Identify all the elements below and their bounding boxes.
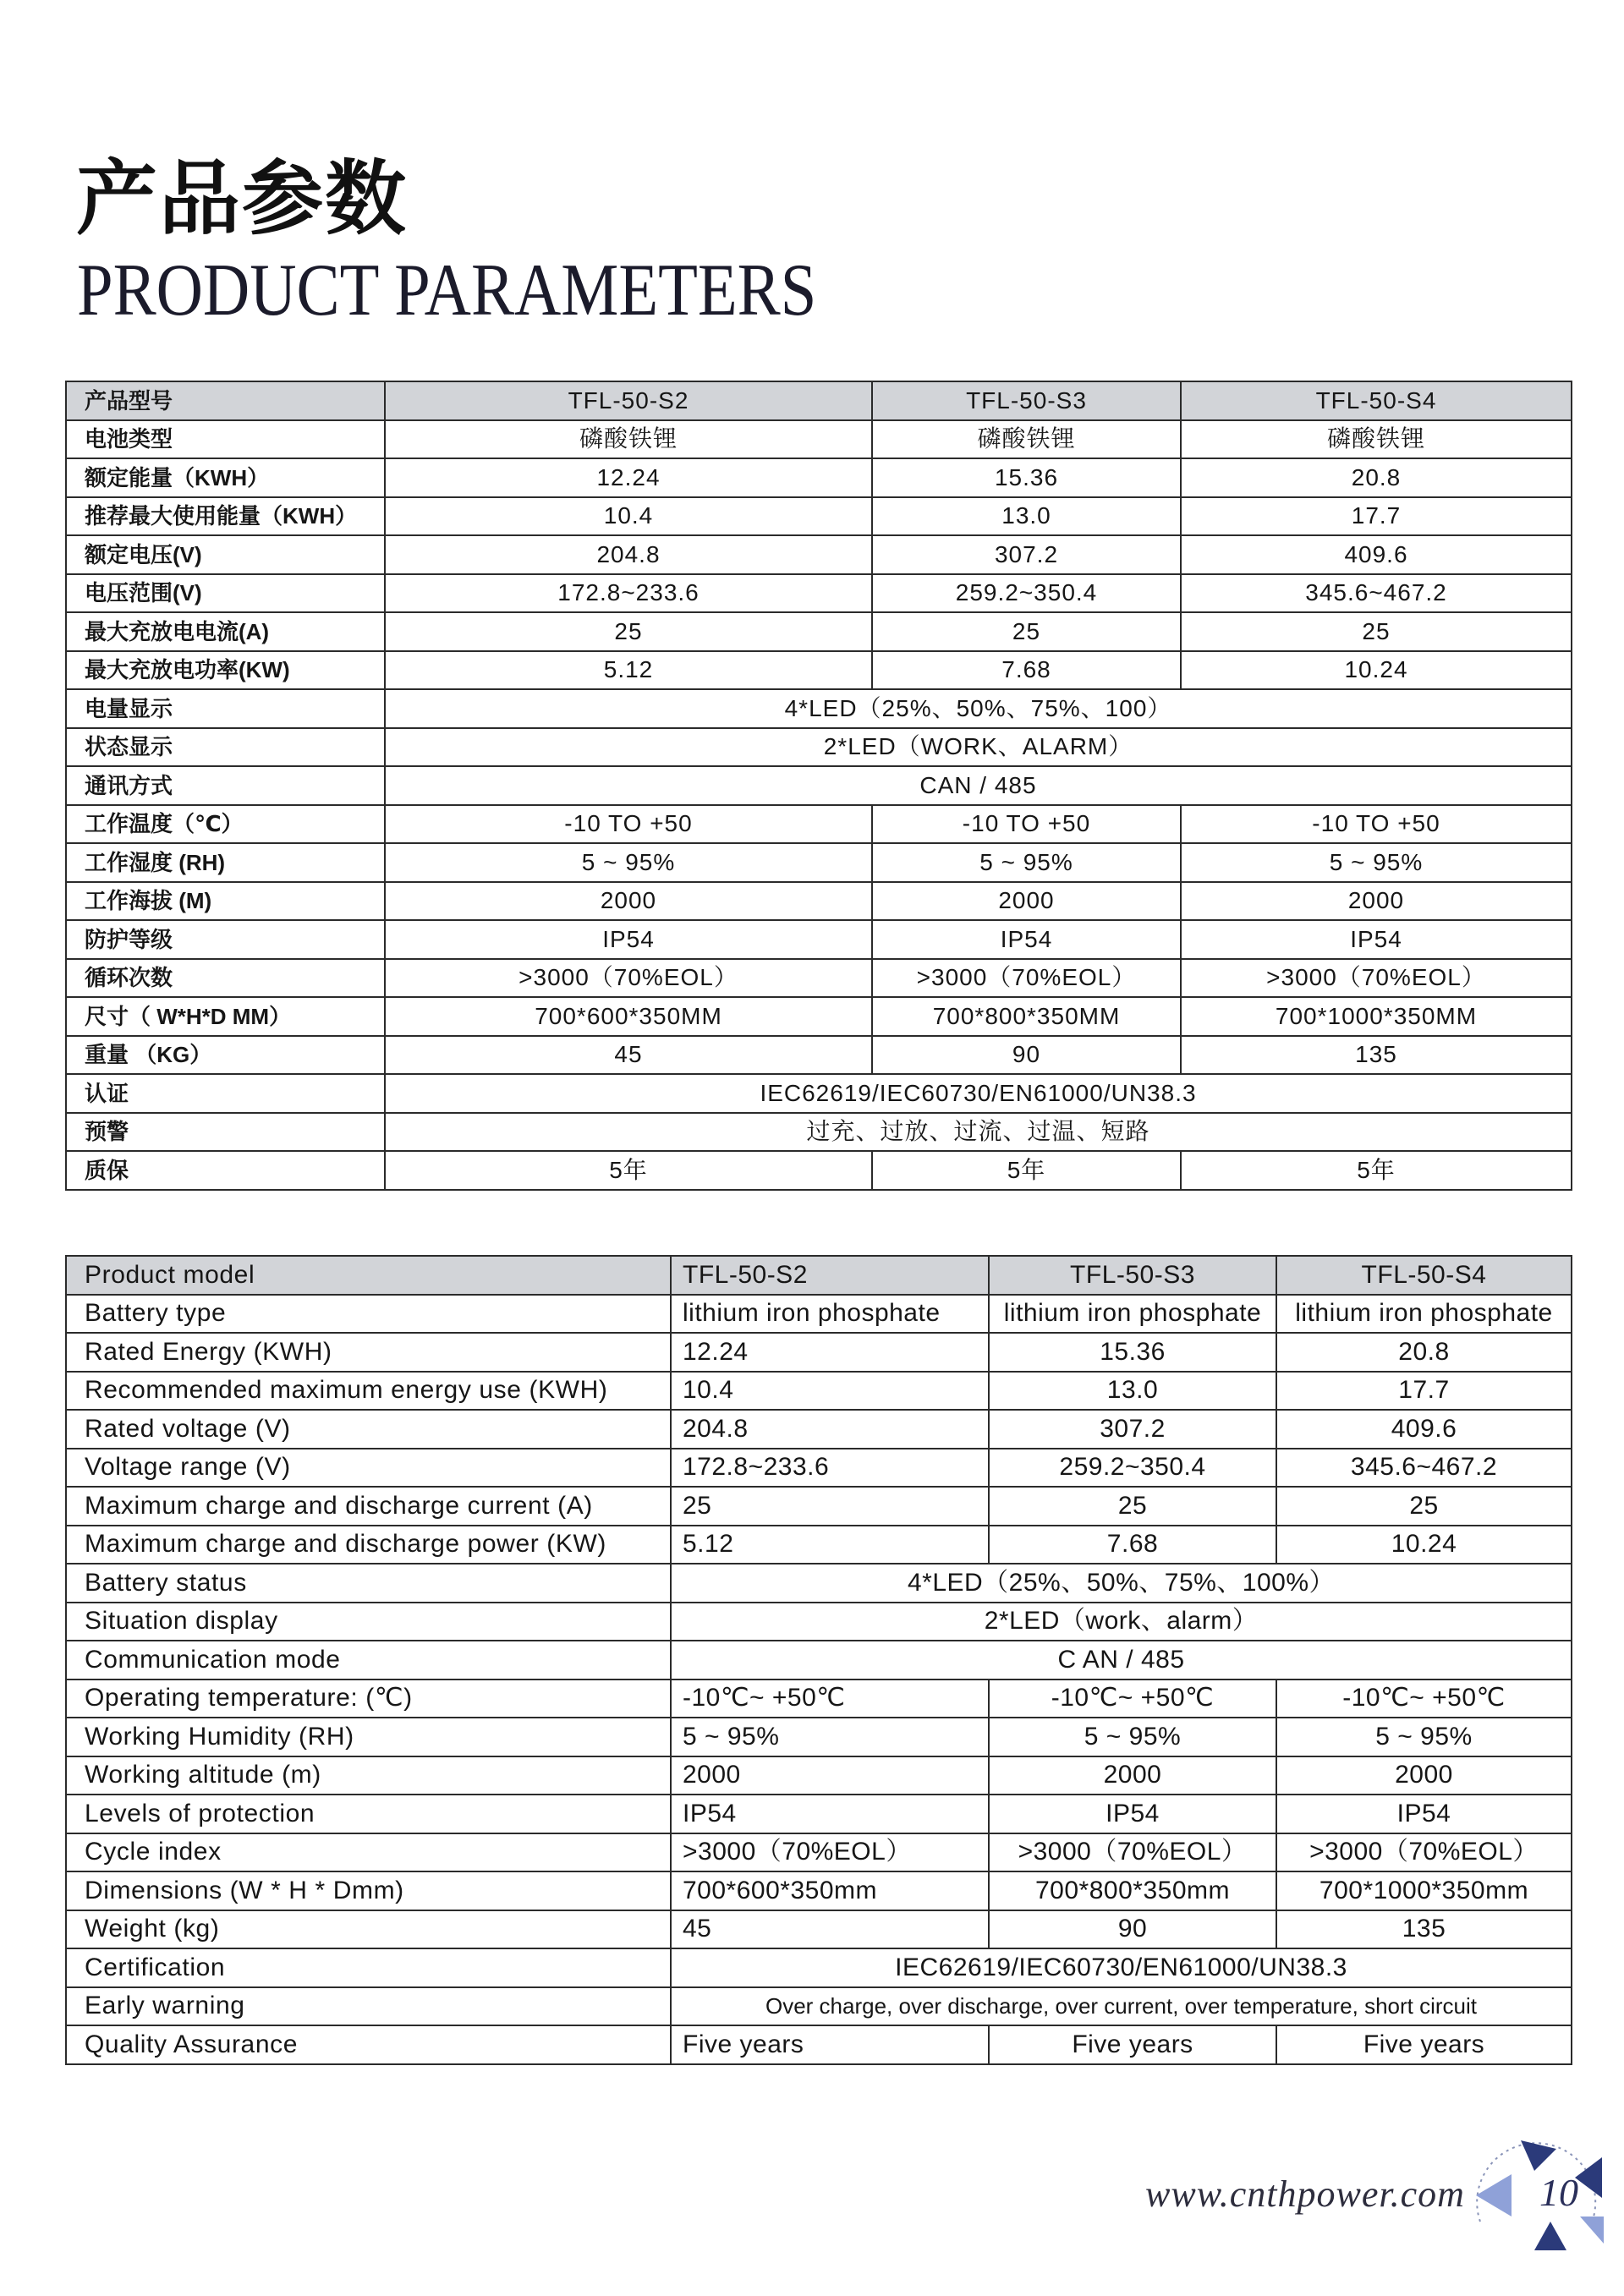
value-cell: 25 [385,612,872,651]
value-cell: -10℃~ +50℃ [989,1680,1276,1718]
value-cell: 15.36 [872,458,1181,497]
value-cell: 7.68 [989,1526,1276,1564]
row-label-cell: Certification [66,1948,671,1987]
value-cell: lithium iron phosphate [671,1295,989,1334]
value-cell: 17.7 [1276,1372,1572,1411]
value-cell: lithium iron phosphate [1276,1295,1572,1334]
table-row [66,612,1572,651]
value-cell: 5年 [872,1151,1181,1190]
row-label-cell: 额定能量（KWH） [66,458,385,497]
merged-value-cell: 4*LED（25%、50%、75%、100%） [671,1564,1572,1603]
merged-value-cell: 2*LED（work、alarm） [671,1603,1572,1641]
value-cell: 204.8 [671,1410,989,1449]
value-cell: 5 ~ 95% [989,1718,1276,1756]
value-cell: 345.6~467.2 [1276,1449,1572,1488]
value-cell: 307.2 [989,1410,1276,1449]
row-label-cell: 最大充放电电流(A) [66,612,385,651]
table-row [66,1910,1572,1949]
value-cell: -10℃~ +50℃ [671,1680,989,1718]
table-row [66,1410,1572,1449]
table-row [66,1680,1572,1718]
row-label-cell: Cycle index [66,1833,671,1872]
table-row [66,1333,1572,1372]
parameters-table-chinese [65,381,1572,1191]
value-cell: 20.8 [1181,458,1572,497]
value-cell: 5年 [385,1151,872,1190]
row-label-cell: Working altitude (m) [66,1756,671,1795]
table-row [66,1113,1572,1152]
table-row [66,920,1572,959]
table-row [66,997,1572,1036]
table-row [66,805,1572,844]
value-cell: 2000 [1181,882,1572,921]
merged-value-cell: C AN / 485 [671,1641,1572,1680]
row-label-cell: 尺寸（ W*H*D MM） [66,997,385,1036]
value-cell: 259.2~350.4 [989,1449,1276,1488]
triangle-right-navy-icon [1575,2157,1602,2198]
table-row [66,1151,1572,1190]
value-cell: 2000 [872,882,1181,921]
table-row [66,1948,1572,1987]
parameters-table-english [65,1255,1572,2065]
value-cell: 25 [671,1487,989,1526]
value-cell: 700*600*350MM [385,997,872,1036]
table-row [66,1372,1572,1411]
value-cell: 5 ~ 95% [872,843,1181,882]
table-row [66,535,1572,574]
value-cell: 259.2~350.4 [872,574,1181,613]
value-cell: lithium iron phosphate [989,1295,1276,1334]
row-label-cell: 工作湿度 (RH) [66,843,385,882]
row-label-cell: 重量 （KG） [66,1036,385,1075]
value-cell: 172.8~233.6 [671,1449,989,1488]
row-label-cell: Operating temperature: (℃) [66,1680,671,1718]
value-cell: 5.12 [671,1526,989,1564]
value-cell: 13.0 [989,1372,1276,1411]
table-row [66,1641,1572,1680]
value-cell: 2000 [671,1756,989,1795]
row-label-cell: 工作温度（℃） [66,805,385,844]
table-row [66,1871,1572,1910]
value-cell: 5 ~ 95% [385,843,872,882]
value-cell: 磷酸铁锂 [1181,420,1572,459]
header-row [66,1256,1572,1295]
row-label-cell: 认证 [66,1074,385,1113]
row-label-cell: 最大充放电功率(KW) [66,651,385,690]
value-cell: 5 ~ 95% [1181,843,1572,882]
row-label-cell: Rated Energy (KWH) [66,1333,671,1372]
table-row [66,1036,1572,1075]
row-label-cell: 质保 [66,1151,385,1190]
row-label-cell: Rated voltage (V) [66,1410,671,1449]
value-cell: 25 [1276,1487,1572,1526]
header-model-cell: TFL-50-S3 [872,381,1181,420]
row-label-cell: Levels of protection [66,1795,671,1833]
row-label-cell: 电压范围(V) [66,574,385,613]
website-link[interactable]: www.cnthpower.com [1145,2173,1465,2215]
table-row [66,1449,1572,1488]
table-row [66,2025,1572,2064]
page-number: 10 [1539,2171,1578,2214]
value-cell: 5 ~ 95% [1276,1718,1572,1756]
value-cell: -10℃~ +50℃ [1276,1680,1572,1718]
triangle-bottom-navy-icon [1534,2222,1566,2250]
row-label-cell: 额定电压(V) [66,535,385,574]
value-cell: 12.24 [385,458,872,497]
row-label-cell: Situation display [66,1603,671,1641]
table-row [66,766,1572,805]
value-cell: 204.8 [385,535,872,574]
merged-value-cell: 2*LED（WORK、ALARM） [385,728,1572,767]
row-label-cell: 状态显示 [66,728,385,767]
value-cell: 700*1000*350mm [1276,1871,1572,1910]
value-cell: 409.6 [1181,535,1572,574]
value-cell: IP54 [989,1795,1276,1833]
table-row [66,843,1572,882]
value-cell: -10 TO +50 [385,805,872,844]
header-model-cell: TFL-50-S3 [989,1256,1276,1295]
merged-value-cell: IEC62619/IEC60730/EN61000/UN38.3 [385,1074,1572,1113]
value-cell: >3000（70%EOL） [989,1833,1276,1872]
value-cell: >3000（70%EOL） [1276,1833,1572,1872]
header-label-cell: Product model [66,1256,671,1295]
page-corner-decoration [1429,2127,1616,2262]
row-label-cell: 电量显示 [66,689,385,728]
value-cell: IP54 [872,920,1181,959]
table-row [66,1987,1572,2026]
value-cell: 10.4 [385,497,872,536]
row-label-cell: Communication mode [66,1641,671,1680]
value-cell: >3000（70%EOL） [385,959,872,998]
row-label-cell: 电池类型 [66,420,385,459]
value-cell: >3000（70%EOL） [872,959,1181,998]
row-label-cell: Weight (kg) [66,1910,671,1949]
row-label-cell: Battery status [66,1564,671,1603]
value-cell: 90 [872,1036,1181,1075]
value-cell: 25 [872,612,1181,651]
table-row [66,689,1572,728]
value-cell: IP54 [385,920,872,959]
header-row [66,381,1572,420]
value-cell: 409.6 [1276,1410,1572,1449]
table-row [66,420,1572,459]
table-row [66,1564,1572,1603]
row-label-cell: Working Humidity (RH) [66,1718,671,1756]
row-label-cell: Quality Assurance [66,2025,671,2064]
value-cell: 90 [989,1910,1276,1949]
value-cell: -10 TO +50 [1181,805,1572,844]
value-cell: 45 [671,1910,989,1949]
value-cell: >3000（70%EOL） [671,1833,989,1872]
table-row [66,574,1572,613]
value-cell: Five years [1276,2025,1572,2064]
table-row [66,1295,1572,1334]
triangle-top-navy-icon [1521,2140,1556,2171]
table-row [66,1074,1572,1113]
merged-value-cell: 过充、过放、过流、过温、短路 [385,1113,1572,1152]
value-cell: 磷酸铁锂 [872,420,1181,459]
value-cell: 25 [989,1487,1276,1526]
page-title-english: PRODUCT PARAMETERS [77,249,817,332]
table-row [66,959,1572,998]
table-row [66,882,1572,921]
value-cell: 12.24 [671,1333,989,1372]
table-row [66,1526,1572,1564]
header-model-cell: TFL-50-S4 [1181,381,1572,420]
merged-value-cell: IEC62619/IEC60730/EN61000/UN38.3 [671,1948,1572,1987]
value-cell: >3000（70%EOL） [1181,959,1572,998]
value-cell: 2000 [989,1756,1276,1795]
value-cell: 10.4 [671,1372,989,1411]
value-cell: 17.7 [1181,497,1572,536]
header-model-cell: TFL-50-S4 [1276,1256,1572,1295]
merged-value-cell: Over charge, over discharge, over current, over temperature, short circuit [671,1987,1572,2026]
row-label-cell: Recommended maximum energy use (KWH) [66,1372,671,1411]
value-cell: 20.8 [1276,1333,1572,1372]
value-cell: 10.24 [1181,651,1572,690]
table-row [66,728,1572,767]
value-cell: 135 [1181,1036,1572,1075]
value-cell: 2000 [1276,1756,1572,1795]
table-row [66,1603,1572,1641]
row-label-cell: 防护等级 [66,920,385,959]
header-label-cell: 产品型号 [66,381,385,420]
row-label-cell: 预警 [66,1113,385,1152]
table-row [66,1756,1572,1795]
value-cell: 5.12 [385,651,872,690]
value-cell: 10.24 [1276,1526,1572,1564]
row-label-cell: 工作海拔 (M) [66,882,385,921]
value-cell: 5年 [1181,1151,1572,1190]
value-cell: 15.36 [989,1333,1276,1372]
table-row [66,1795,1572,1833]
table-row [66,1718,1572,1756]
value-cell: 172.8~233.6 [385,574,872,613]
row-label-cell: Dimensions (W * H * Dmm) [66,1871,671,1910]
table-row [66,1487,1572,1526]
value-cell: 135 [1276,1910,1572,1949]
table-row [66,497,1572,536]
value-cell: 45 [385,1036,872,1075]
value-cell: 25 [1181,612,1572,651]
value-cell: 700*600*350mm [671,1871,989,1910]
row-label-cell: Maximum charge and discharge current (A) [66,1487,671,1526]
row-label-cell: Maximum charge and discharge power (KW) [66,1526,671,1564]
value-cell: -10 TO +50 [872,805,1181,844]
row-label-cell: 循环次数 [66,959,385,998]
merged-value-cell: CAN / 485 [385,766,1572,805]
row-label-cell: 推荐最大使用能量（KWH） [66,497,385,536]
value-cell: 7.68 [872,651,1181,690]
value-cell: 5 ~ 95% [671,1718,989,1756]
value-cell: 700*800*350mm [989,1871,1276,1910]
table-row [66,1833,1572,1872]
value-cell: 700*800*350MM [872,997,1181,1036]
row-label-cell: 通讯方式 [66,766,385,805]
header-model-cell: TFL-50-S2 [385,381,872,420]
header-model-cell: TFL-50-S2 [671,1256,989,1295]
value-cell: IP54 [1276,1795,1572,1833]
table-row [66,458,1572,497]
value-cell: 2000 [385,882,872,921]
value-cell: IP54 [671,1795,989,1833]
value-cell: IP54 [1181,920,1572,959]
row-label-cell: Voltage range (V) [66,1449,671,1488]
triangle-bottom-light-icon [1580,2217,1604,2244]
value-cell: 700*1000*350MM [1181,997,1572,1036]
value-cell: Five years [671,2025,989,2064]
merged-value-cell: 4*LED（25%、50%、75%、100） [385,689,1572,728]
row-label-cell: Battery type [66,1295,671,1334]
row-label-cell: Early warning [66,1987,671,2026]
page-title-chinese: 产品参数 [76,154,408,244]
value-cell: Five years [989,2025,1276,2064]
value-cell: 345.6~467.2 [1181,574,1572,613]
table-row [66,651,1572,690]
value-cell: 13.0 [872,497,1181,536]
value-cell: 307.2 [872,535,1181,574]
value-cell: 磷酸铁锂 [385,420,872,459]
